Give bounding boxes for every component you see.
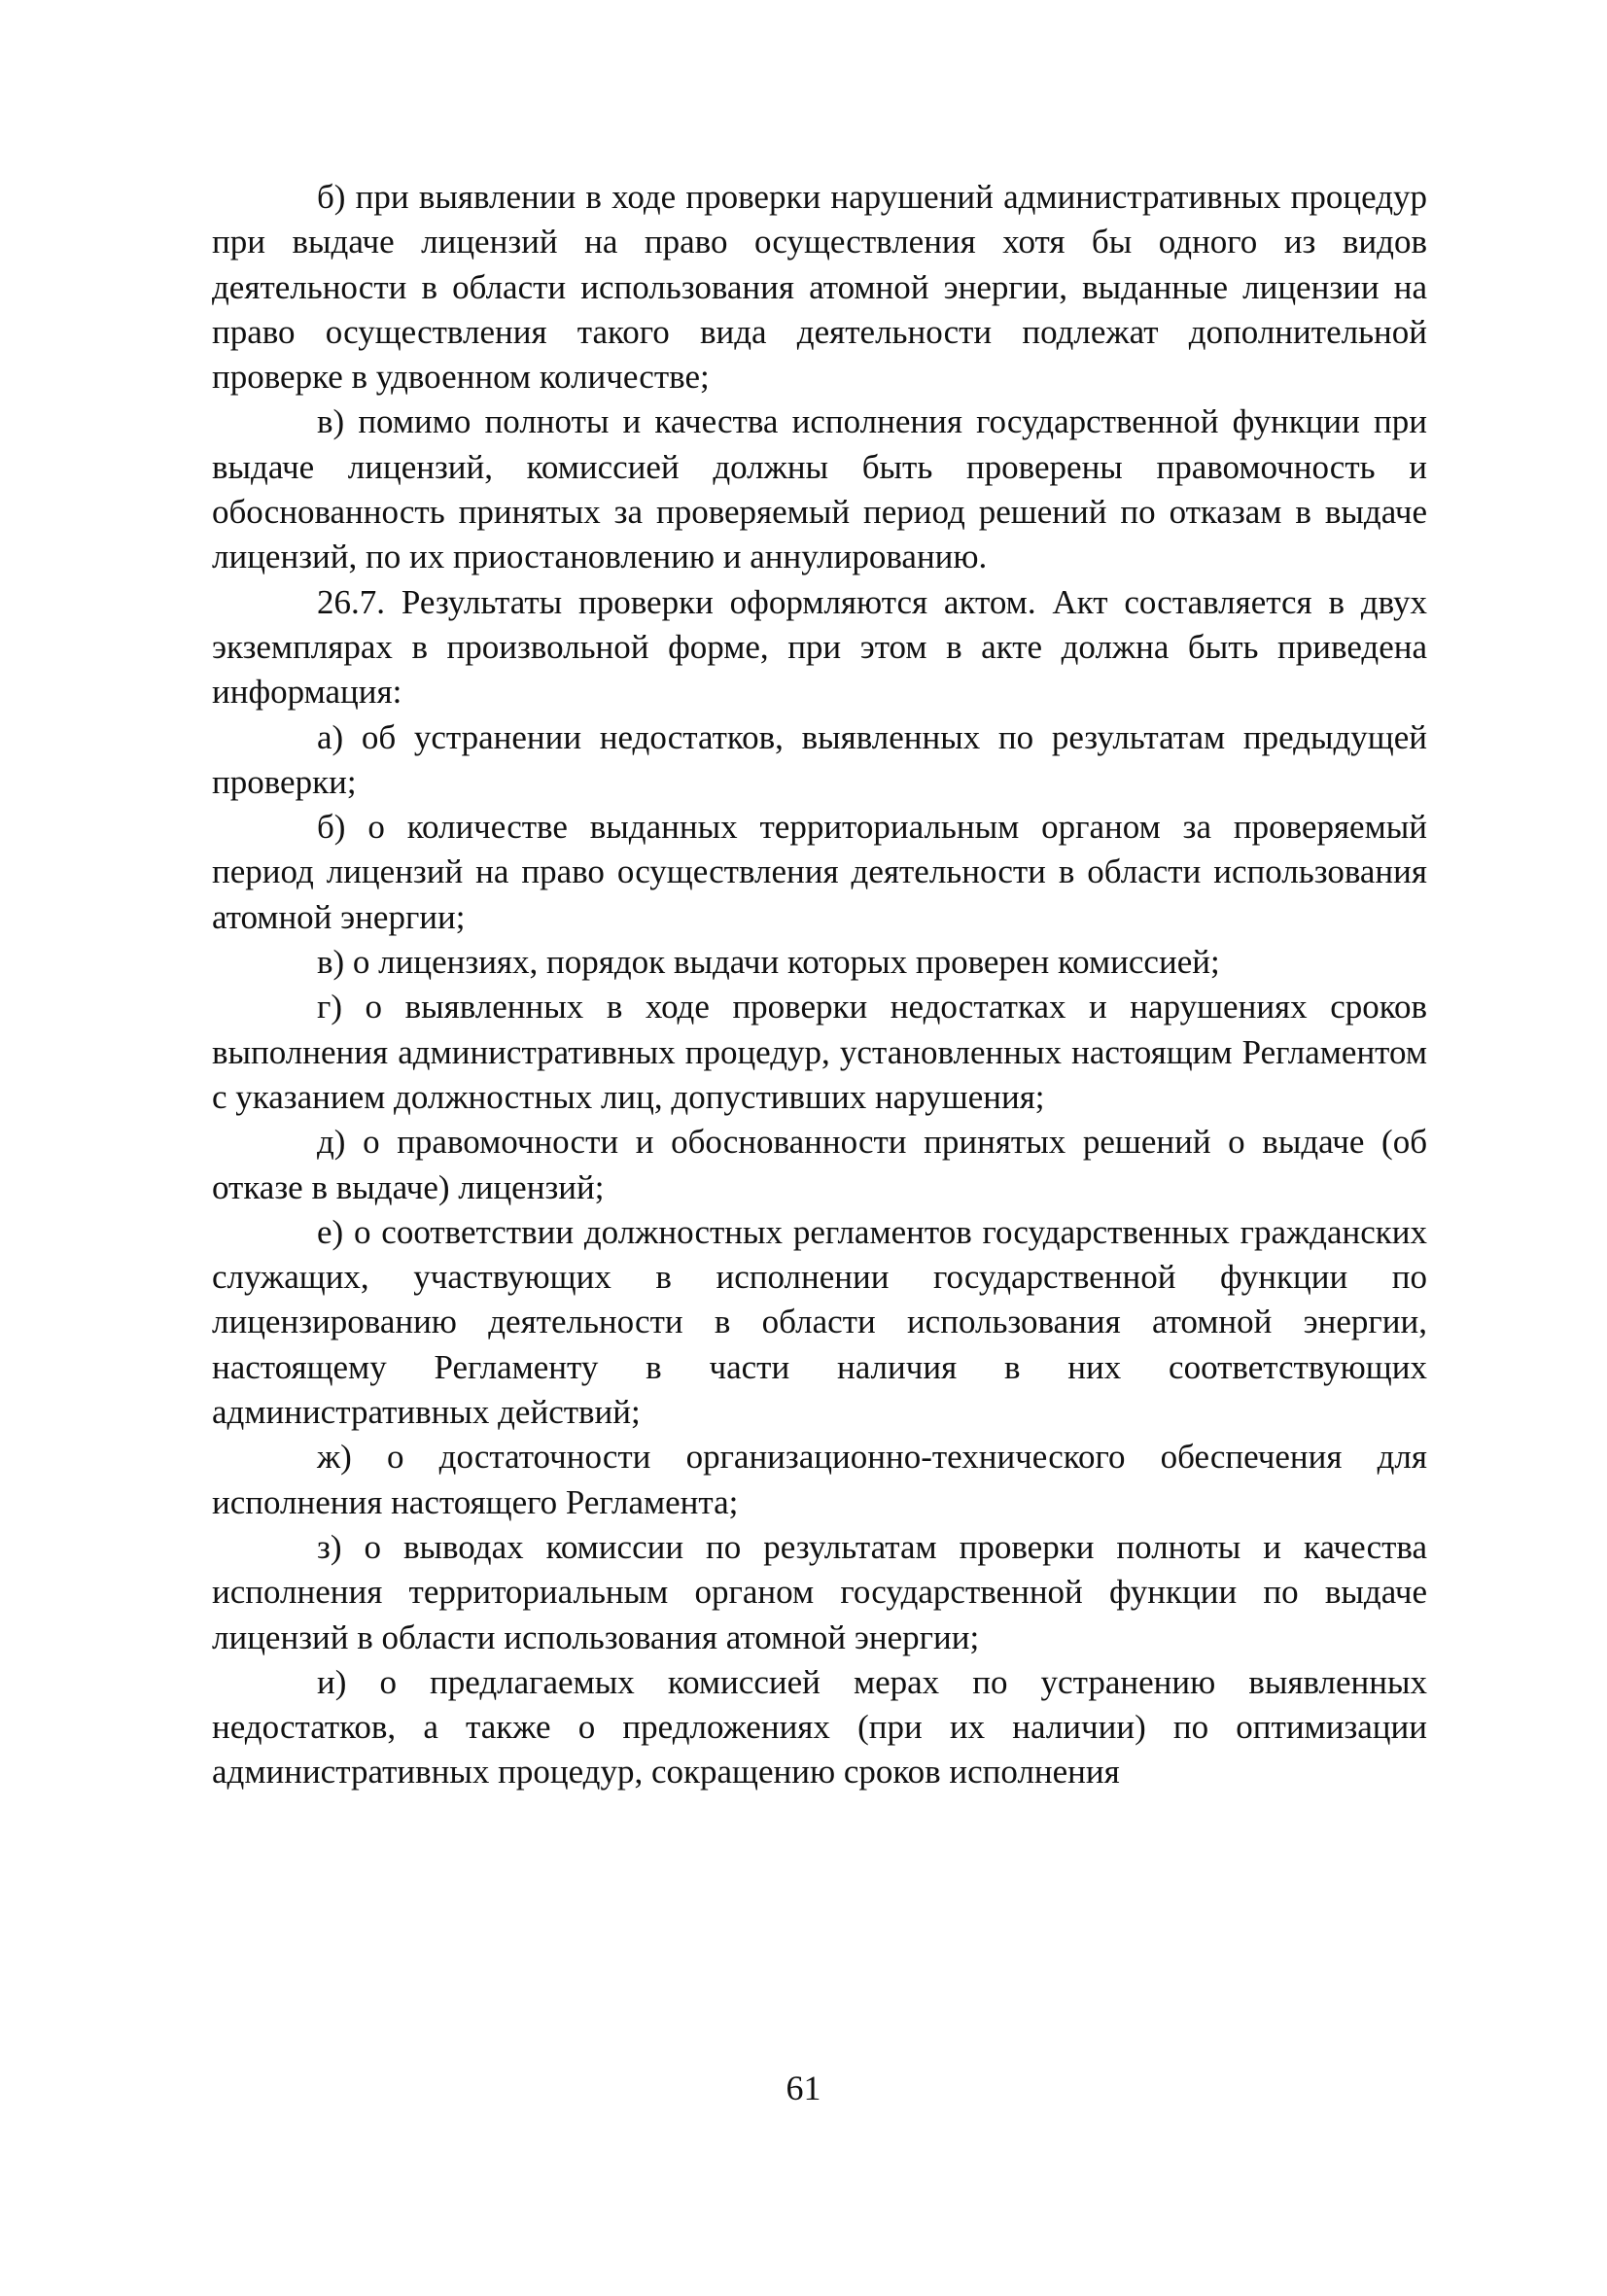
list-item-g: г) о выявленных в ходе проверки недостатках и нарушениях сроков выполнения административных процедур, установленных настоящим Регламентом с указанием должностных лиц, допустивших нарушения;	[212, 988, 1427, 1116]
paragraph-26-7-results: 26.7. Результаты проверки оформляются актом. Акт составляется в двух экземплярах в произвольной форме, при этом в акте должна быть приведена информация:	[212, 582, 1427, 712]
paragraph-b-violations: б) при выявлении в ходе проверки нарушений административных процедур при выдаче лицензий на право осуществления хотя бы одного из видов деятельности в области использования атомной энергии, выданные лицензии на право осуществления такого вида деятельности подлежат дополнительной проверке в удвоенном количестве;	[212, 178, 1427, 397]
list-item-b: б) о количестве выданных территориальным органом за проверяемый период лицензий на право осуществления деятельности в области использования атомной энергии;	[212, 808, 1427, 936]
list-item-a: а) об устранении недостатков, выявленных по результатам предыдущей проверки;	[212, 717, 1427, 801]
list-item-zh: ж) о достаточности организационно-технического обеспечения для исполнения настоящего Регламента;	[212, 1438, 1427, 1521]
list-item-z: з) о выводах комиссии по результатам проверки полноты и качества исполнения территориальным органом государственной функции по выдаче лицензий в области использования атомной энергии;	[212, 1527, 1427, 1656]
page-number: 61	[786, 2069, 821, 2107]
list-item-d: д) о правомочности и обоснованности принятых решений о выдаче (об отказе в выдаче) лицензий;	[212, 1123, 1427, 1206]
body-text	[212, 175, 1427, 1795]
list-item-i: и) о предлагаемых комиссией мерах по устранению выявленных недостатков, а также о предложениях (при их наличии) по оптимизации административных процедур, сокращению сроков исполнения	[212, 1662, 1427, 1792]
paragraph-v-legitimacy: в) помимо полноты и качества исполнения государственной функции при выдаче лицензий, комиссией должны быть проверены правомочность и обоснованность принятых за проверяемый период решений по отказам в выдаче лицензий, по их приостановлению и аннулированию.	[212, 402, 1427, 576]
list-item-v: в) о лицензиях, порядок выдачи которых проверен комиссией;	[317, 943, 1220, 982]
list-item-e: е) о соответствии должностных регламентов государственных гражданских служащих, участвующих в исполнении государственной функции по лицензированию деятельности в области использования атомной энергии, настоящему Регламенту в части наличия в них соответствующих административных действий;	[212, 1212, 1427, 1432]
